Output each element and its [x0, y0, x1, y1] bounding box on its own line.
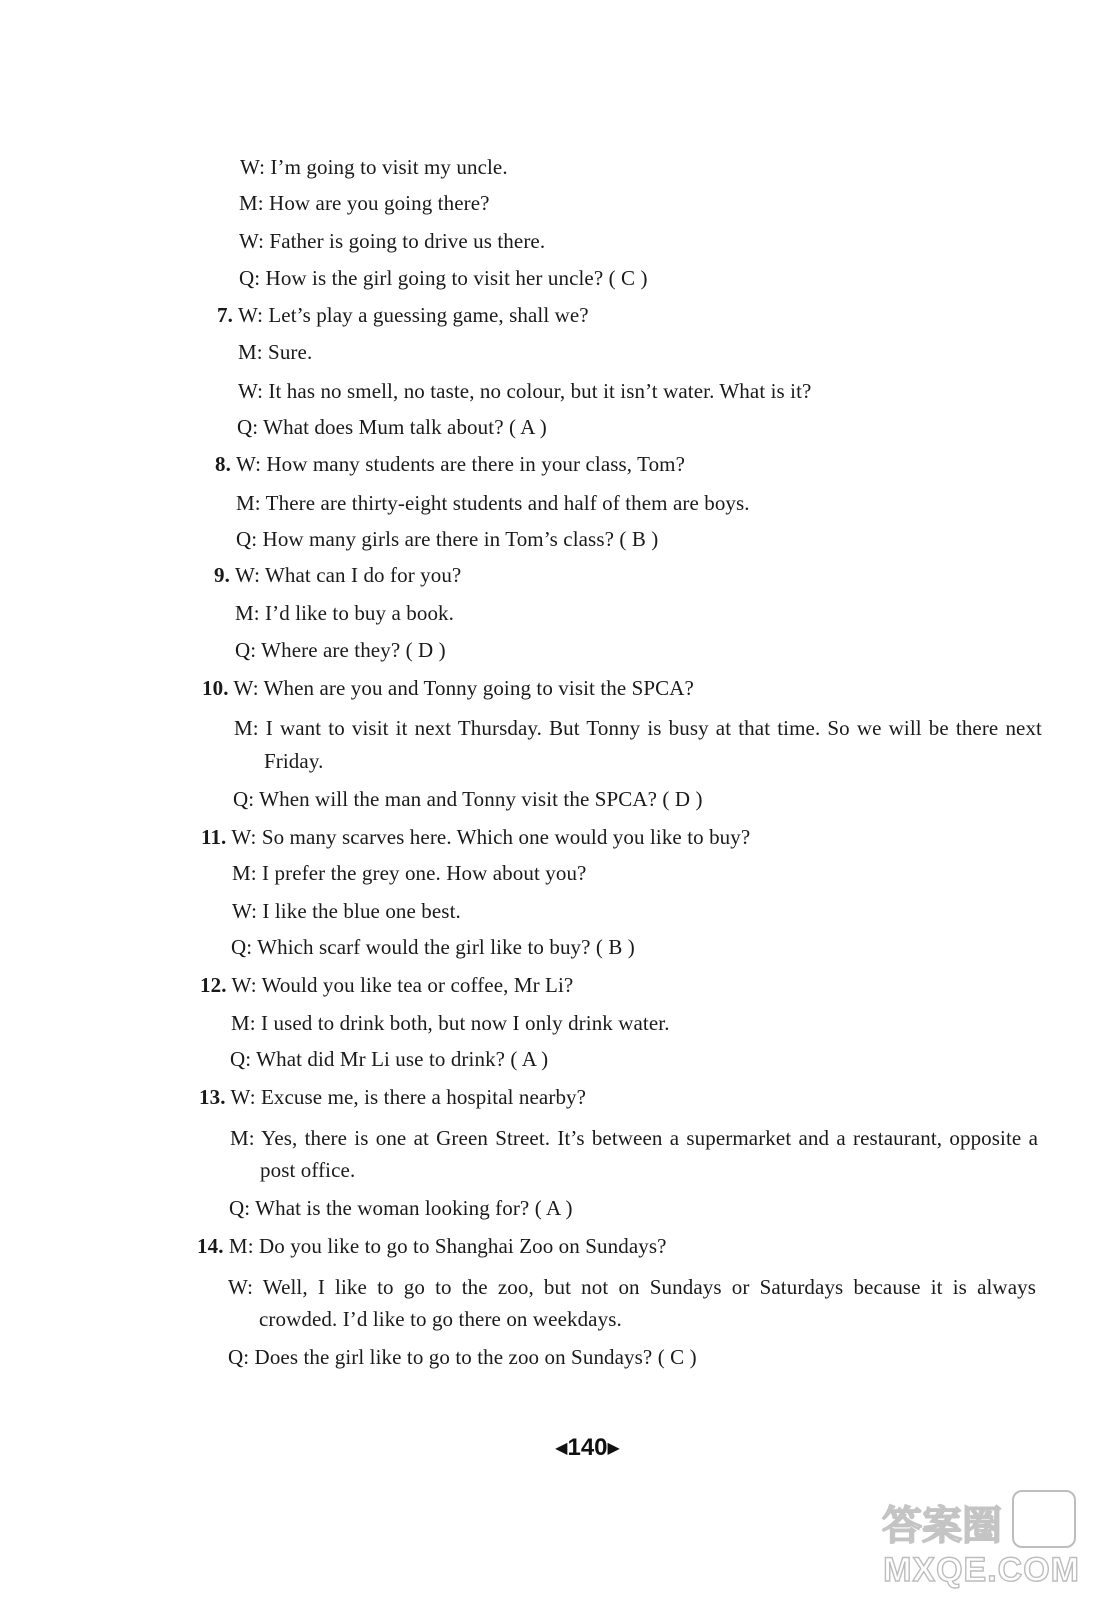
- question-line: Q: What did Mr Li use to drink? ( A ): [230, 1047, 549, 1071]
- item-number: 11.: [201, 825, 227, 849]
- dialogue-line: W: I like the blue one best.: [232, 899, 461, 923]
- watermark-url: MXQE.COM: [883, 1551, 1080, 1589]
- item-number: 9.: [214, 563, 230, 587]
- item-number: 12.: [200, 973, 227, 997]
- watermark-logo: [874, 1484, 1084, 1594]
- dialogue-line: M: I want to visit it next Thursday. But Tonny is busy at that time. So we will be there next: [234, 716, 1042, 740]
- dialogue-line: M: Sure.: [238, 340, 313, 364]
- item-number: 13.: [199, 1085, 226, 1109]
- item-number: 10.: [202, 676, 229, 700]
- item-number: 7.: [217, 303, 233, 327]
- item-9: 9. W: What can I do for you?: [214, 563, 462, 587]
- item-10: 10. W: When are you and Tonny going to visit the SPCA?: [202, 676, 694, 700]
- dialogue-line: W: It has no smell, no taste, no colour, but it isn’t water. What is it?: [238, 379, 812, 403]
- item-number: 8.: [215, 452, 231, 476]
- question-line: Q: How is the girl going to visit her uncle? ( C ): [239, 266, 648, 290]
- dialogue-line: W: Father is going to drive us there.: [239, 229, 546, 253]
- left-arrow-icon: ◀: [555, 1440, 568, 1457]
- question-line: Q: Which scarf would the girl like to buy? ( B ): [231, 935, 635, 959]
- dialogue-line: W: Well, I like to go to the zoo, but not on Sundays or Saturdays because it is always: [228, 1275, 1036, 1299]
- question-line: Q: What is the woman looking for? ( A ): [229, 1196, 573, 1220]
- watermark-chars: 答案圈: [882, 1503, 1002, 1549]
- item-7: 7. W: Let’s play a guessing game, shall we?: [217, 303, 589, 327]
- dialogue-line: M: How are you going there?: [239, 191, 490, 215]
- item-8: 8. W: How many students are there in your class, Tom?: [215, 452, 686, 476]
- dialogue-line: M: I prefer the grey one. How about you?: [232, 861, 587, 885]
- item-number: 14.: [197, 1234, 224, 1258]
- item-12: 12. W: Would you like tea or coffee, Mr Li?: [200, 973, 574, 997]
- question-line: Q: When will the man and Tonny visit the SPCA? ( D ): [233, 787, 703, 811]
- question-line: Q: How many girls are there in Tom’s class? ( B ): [236, 527, 659, 551]
- page-number-value: 140: [567, 1434, 608, 1461]
- dialogue-line: W: I’m going to visit my uncle.: [240, 155, 508, 179]
- question-line: Q: What does Mum talk about? ( A ): [237, 415, 547, 439]
- dialogue-line-continued: Friday.: [264, 749, 324, 773]
- watermark-stamp-icon: [1012, 1490, 1076, 1548]
- dialogue-line: M: I used to drink both, but now I only drink water.: [231, 1011, 670, 1035]
- page-number: [0, 1434, 1100, 1462]
- dialogue-line: M: I’d like to buy a book.: [235, 601, 454, 625]
- item-11: 11. W: So many scarves here. Which one would you like to buy?: [201, 825, 751, 849]
- right-arrow-icon: ▶: [607, 1440, 620, 1457]
- item-14: 14. M: Do you like to go to Shanghai Zoo on Sundays?: [197, 1234, 667, 1258]
- question-line: Q: Does the girl like to go to the zoo on Sundays? ( C ): [228, 1345, 697, 1369]
- item-13: 13. W: Excuse me, is there a hospital nearby?: [199, 1085, 587, 1109]
- dialogue-line-continued: crowded. I’d like to go there on weekdays.: [259, 1307, 622, 1331]
- dialogue-line-continued: post office.: [260, 1158, 356, 1182]
- dialogue-line: M: Yes, there is one at Green Street. It’s between a supermarket and a restaurant, opposite a: [230, 1126, 1038, 1150]
- question-line: Q: Where are they? ( D ): [235, 638, 446, 662]
- dialogue-line: M: There are thirty-eight students and half of them are boys.: [236, 491, 750, 515]
